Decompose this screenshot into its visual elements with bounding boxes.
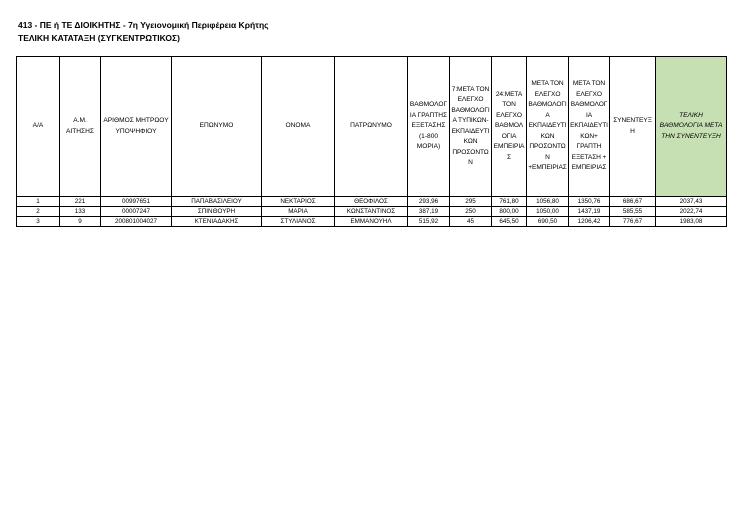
cell-qualifications-score: 45 <box>450 217 492 227</box>
document-subtitle: ΤΕΛΙΚΗ ΚΑΤΑΤΑΞΗ (ΣΥΓΚΕΝΤΡΩΤΙΚΟΣ) <box>18 33 180 43</box>
column-header-qualifications-experience-score: ΜΕΤΑ ΤΟΝ ΕΛΕΓΧΟ ΒΑΘΜΟΛΟΓΙΑ ΕΚΠΑΙΔΕΥΤΙΚΩΝ ΠΡΟΣΟΝΤΩΝ +ΕΜΠΕΙΡΙΑΣ <box>527 57 569 197</box>
cell-surname: ΚΤΕΝΙΑΔΑΚΗΣ <box>172 217 262 227</box>
cell-written-exam-score: 293,96 <box>408 197 450 207</box>
cell-total-before-interview: 1206,42 <box>569 217 610 227</box>
cell-father-name: ΕΜΜΑΝΟΥΗΛ <box>335 217 408 227</box>
cell-application-id: 9 <box>60 217 101 227</box>
cell-final-score: 1983,08 <box>656 217 727 227</box>
cell-application-id: 221 <box>60 197 101 207</box>
column-header-first-name: ΟΝΟΜΑ <box>262 57 335 197</box>
document-header <box>18 19 269 45</box>
cell-experience-score: 761,80 <box>492 197 527 207</box>
cell-interview-score: 585,55 <box>610 207 656 217</box>
cell-written-exam-score: 387,19 <box>408 207 450 217</box>
cell-qualifications-score: 295 <box>450 197 492 207</box>
table-row <box>17 217 727 227</box>
column-header-final-score: ΤΕΛΙΚΗ ΒΑΘΜΟΛΟΓΙΑ ΜΕΤΑ ΤΗΝ ΣΥΝΕΝΤΕΥΞΗ <box>656 57 727 197</box>
cell-aa: 3 <box>17 217 60 227</box>
cell-final-score: 2022,74 <box>656 207 727 217</box>
column-header-experience-score: 24:ΜΕΤΑ ΤΟΝ ΕΛΕΓΧΟ ΒΑΘΜΟΛΟΓΙΑ ΕΜΠΕΙΡΙΑΣ <box>492 57 527 197</box>
column-header-total-before-interview: ΜΕΤΑ ΤΟΝ ΕΛΕΓΧΟ ΒΑΘΜΟΛΟΓΙΑ ΕΚΠΑΙΔΕΥΤΙΚΩΝ+ ΓΡΑΠΤΗ ΕΞΕΤΑΣΗ + ΕΜΠΕΙΡΙΑΣ <box>569 57 610 197</box>
column-header-interview-score: ΣΥΝΕΝΤΕΥΞΗ <box>610 57 656 197</box>
table-row <box>17 197 727 207</box>
cell-interview-score: 686,67 <box>610 197 656 207</box>
cell-first-name: ΝΕΚΤΑΡΙΟΣ <box>262 197 335 207</box>
column-header-aa: Α/Α <box>17 57 60 197</box>
cell-interview-score: 776,67 <box>610 217 656 227</box>
cell-father-name: ΚΩΝΣΤΑΝΤΙΝΟΣ <box>335 207 408 217</box>
cell-total-before-interview: 1437,19 <box>569 207 610 217</box>
cell-qualifications-experience-score: 690,50 <box>527 217 569 227</box>
cell-experience-score: 800,00 <box>492 207 527 217</box>
column-header-qualifications-score: 7:ΜΕΤΑ ΤΟΝ ΕΛΕΓΧΟ ΒΑΘΜΟΛΟΓΙΑ ΤΥΠΙΚΩΝ-ΕΚΠΑΙΔΕΥΤΙΚΩΝ ΠΡΟΣΟΝΤΩΝ <box>450 57 492 197</box>
cell-aa: 2 <box>17 207 60 217</box>
cell-registry-number: 200801004027 <box>101 217 172 227</box>
cell-father-name: ΘΕΟΦΙΛΟΣ <box>335 197 408 207</box>
cell-qualifications-experience-score: 1056,80 <box>527 197 569 207</box>
cell-total-before-interview: 1350,76 <box>569 197 610 207</box>
cell-surname: ΠΑΠΑΒΑΣΙΛΕΙΟΥ <box>172 197 262 207</box>
document-title: 413 - ΠΕ ή ΤΕ ΔΙΟΙΚΗΤΗΣ - 7η Υγειονομική Περιφέρεια Κρήτης <box>18 20 269 30</box>
ranking-table <box>16 56 727 227</box>
cell-aa: 1 <box>17 197 60 207</box>
cell-written-exam-score: 515,92 <box>408 217 450 227</box>
table-header-row <box>17 57 727 197</box>
column-header-written-exam-score: ΒΑΘΜΟΛΟΓΙΑ ΓΡΑΠΤΗΣ ΕΞΕΤΑΣΗΣ (1-800 ΜΟΡΙΑ) <box>408 57 450 197</box>
cell-first-name: ΣΤΥΛΙΑΝΟΣ <box>262 217 335 227</box>
cell-qualifications-experience-score: 1050,00 <box>527 207 569 217</box>
cell-registry-number: 00007247 <box>101 207 172 217</box>
cell-qualifications-score: 250 <box>450 207 492 217</box>
cell-surname: ΣΠΙΝΘΟΥΡΗ <box>172 207 262 217</box>
cell-registry-number: 00997651 <box>101 197 172 207</box>
cell-experience-score: 645,50 <box>492 217 527 227</box>
table-row <box>17 207 727 217</box>
column-header-application-id: Α.Μ. ΑΙΤΗΣΗΣ <box>60 57 101 197</box>
column-header-surname: ΕΠΩΝΥΜΟ <box>172 57 262 197</box>
column-header-registry-number: ΑΡΙΘΜΟΣ ΜΗΤΡΩΟΥ ΥΠΟΨΗΦΙΟΥ <box>101 57 172 197</box>
column-header-father-name: ΠΑΤΡΩΝΥΜΟ <box>335 57 408 197</box>
cell-application-id: 133 <box>60 207 101 217</box>
cell-final-score: 2037,43 <box>656 197 727 207</box>
cell-first-name: ΜΑΡΙΑ <box>262 207 335 217</box>
